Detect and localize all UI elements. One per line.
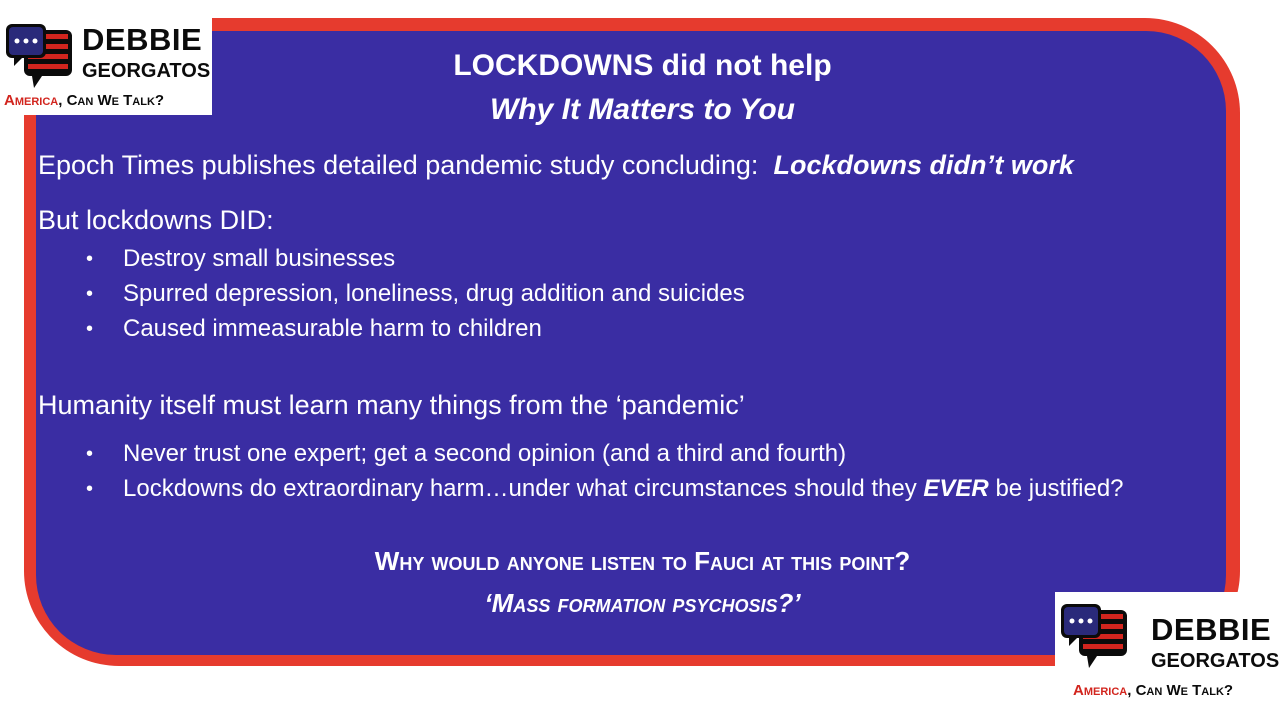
closing-quote: ‘Mass formation psychosis?’ <box>484 588 801 618</box>
brand-logo-top-left <box>0 18 212 115</box>
brand-logo-bottom-right <box>1055 592 1280 720</box>
logo-tag-rest: , Can We Talk? <box>1127 682 1234 699</box>
logo-tag-america: America <box>1073 682 1128 699</box>
closing-question: Why would anyone listen to Fauci at this point? <box>374 546 911 576</box>
lessons-list <box>86 439 1124 509</box>
list-item <box>86 474 1124 509</box>
logo-tag-america: America <box>4 92 59 109</box>
slide-subtitle: Why It Matters to You <box>489 93 795 126</box>
list-item: • Destroy small businesses <box>86 244 745 279</box>
logo-name-first: DEBBIE <box>1151 612 1272 647</box>
study-prefix: Epoch Times publishes detailed pandemic study concluding: <box>38 150 759 180</box>
lesson-text-end: be justified? <box>995 475 1124 502</box>
lockdowns-did-heading: But lockdowns DID: <box>38 205 274 235</box>
list-item: • Spurred depression, loneliness, drug addition and suicides <box>86 279 745 314</box>
list-item: • Caused immeasurable harm to children <box>86 314 745 349</box>
slide-title: LOCKDOWNS did not help <box>453 49 832 82</box>
lessons-heading: Humanity itself must learn many things from the ‘pandemic’ <box>38 390 745 420</box>
logo-name-first: DEBBIE <box>82 22 203 57</box>
logo-name-last: GEORGATOS <box>1151 650 1280 672</box>
flag-speech-bubble-icon <box>4 22 74 94</box>
list-item: • Never trust one expert; get a second opinion (and a third and fourth) <box>86 439 1124 474</box>
flag-speech-bubble-icon <box>1059 602 1129 674</box>
study-line <box>38 150 1074 181</box>
lesson-emphasis: EVER <box>923 475 989 502</box>
logo-tagline <box>1073 682 1233 699</box>
logo-name-last: GEORGATOS <box>82 60 211 82</box>
lesson-text-start: Lockdowns do extraordinary harm…under what circumstances should they <box>123 475 917 502</box>
lockdowns-did-list <box>86 244 745 349</box>
study-emphasis: Lockdowns didn’t work <box>773 150 1074 180</box>
logo-tagline <box>4 92 164 109</box>
logo-tag-rest: , Can We Talk? <box>58 92 165 109</box>
